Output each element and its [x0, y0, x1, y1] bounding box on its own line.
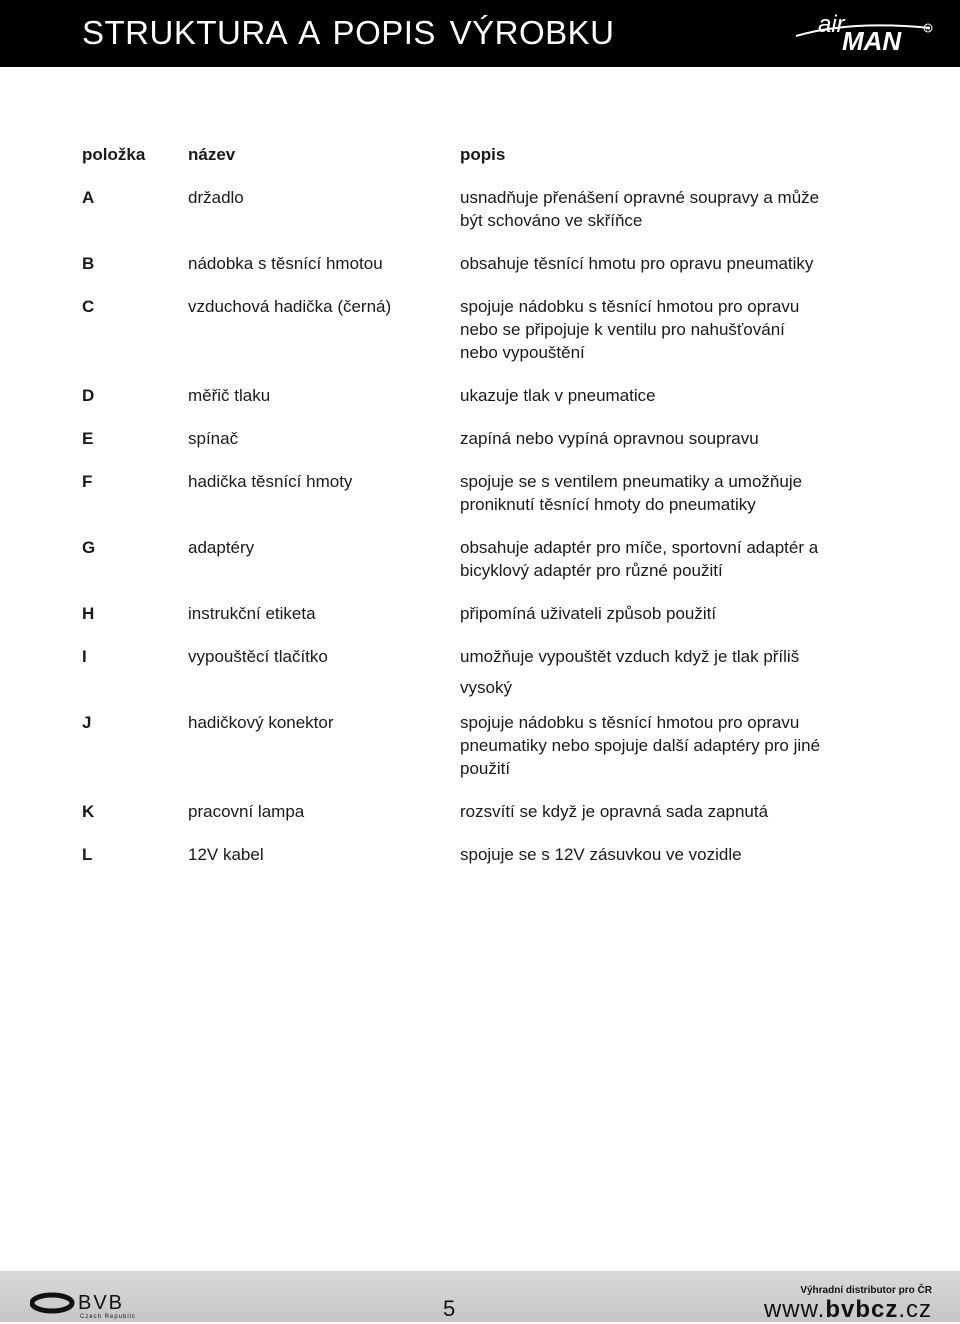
header-item: položka — [82, 145, 146, 164]
header-desc: popis — [460, 145, 506, 164]
description-line: proniknutí těsnící hmoty do pneumatiky — [460, 495, 756, 514]
row-item-letter: I — [82, 647, 87, 666]
row-item-letter: J — [82, 713, 92, 732]
svg-text:MAN: MAN — [842, 26, 902, 56]
description-line: spojuje nádobku s těsnící hmotou pro opravu — [460, 713, 800, 732]
airman-logo — [790, 6, 940, 58]
description-line: nebo vypouštění — [460, 343, 585, 362]
website-domain: bvbcz — [825, 1296, 899, 1323]
row-item-name: adaptéry — [188, 538, 255, 557]
description-line: rozsvítí se když je opravná sada zapnutá — [460, 802, 769, 821]
header-name: název — [188, 145, 236, 164]
row-item-name: vzduchová hadička (černá) — [188, 297, 392, 316]
row-item-description — [460, 800, 860, 823]
description-line: umožňuje vypouštět vzduch když je tlak příliš — [460, 647, 800, 666]
description-line: spojuje nádobku s těsnící hmotou pro opravu — [460, 297, 800, 316]
row-item-name: pracovní lampa — [188, 802, 305, 821]
description-line: nebo se připojuje k ventilu pro nahušťování — [460, 320, 785, 339]
row-item-letter: A — [82, 188, 95, 207]
page-number: 5 — [443, 1296, 456, 1321]
row-item-letter: H — [82, 604, 95, 623]
description-line: spojuje se s ventilem pneumatiky a umožňuje — [460, 472, 803, 491]
description-line: být schováno ve skříňce — [460, 211, 643, 230]
table-row — [82, 711, 882, 780]
table-row — [82, 427, 882, 450]
row-item-description — [460, 536, 860, 582]
table-row — [82, 295, 882, 364]
website-link[interactable] — [764, 1296, 932, 1324]
table-row — [82, 186, 882, 232]
description-continuation: vysoký — [460, 678, 512, 697]
description-line: ukazuje tlak v pneumatice — [460, 386, 656, 405]
row-item-letter: F — [82, 472, 93, 491]
row-item-name: instrukční etiketa — [188, 604, 316, 623]
bvb-logo-subtext: Czech Republic — [80, 1314, 137, 1320]
row-item-name: hadičkový konektor — [188, 713, 334, 732]
description-line: zapíná nebo vypíná opravnou soupravu — [460, 429, 759, 448]
page-title: STRUKTURA A POPIS VÝROBKU — [82, 14, 615, 51]
table-row — [82, 843, 882, 866]
table-row — [82, 252, 882, 275]
row-item-letter: E — [82, 429, 94, 448]
description-line: usnadňuje přenášení opravné soupravy a může — [460, 188, 820, 207]
page-header — [0, 0, 960, 67]
row-item-letter: G — [82, 538, 96, 557]
row-item-description — [460, 384, 860, 407]
description-line: obsahuje těsnící hmotu pro opravu pneumatiky — [460, 254, 814, 273]
description-line: obsahuje adaptér pro míče, sportovní adaptér a — [460, 538, 819, 557]
row-item-name: měřič tlaku — [188, 386, 271, 405]
description-line: pneumatiky nebo spojuje další adaptéry pro jiné — [460, 736, 821, 755]
description-line: spojuje se s 12V zásuvkou ve vozidle — [460, 845, 742, 864]
table-row — [82, 384, 882, 407]
svg-text:R: R — [926, 27, 931, 33]
description-line: bicyklový adaptér pro různé použití — [460, 561, 723, 580]
table-row — [82, 536, 882, 582]
row-item-description — [460, 843, 860, 866]
row-item-letter: C — [82, 297, 95, 316]
row-item-description — [460, 295, 860, 364]
row-item-name: nádobka s těsnící hmotou — [188, 254, 383, 273]
parts-table — [82, 143, 882, 886]
row-item-name: spínač — [188, 429, 239, 448]
row-item-name: vypouštěcí tlačítko — [188, 647, 328, 666]
bvb-logo-text: BVB — [78, 1292, 125, 1314]
table-row — [82, 800, 882, 823]
row-item-description — [460, 602, 860, 625]
table-row — [82, 602, 882, 625]
row-item-description — [460, 711, 860, 780]
website-suffix: .cz — [898, 1296, 932, 1323]
row-item-description — [460, 470, 860, 516]
table-row — [82, 645, 882, 699]
website-prefix: www. — [763, 1296, 826, 1323]
row-item-letter: B — [82, 254, 95, 273]
row-item-name: hadička těsnící hmoty — [188, 472, 353, 491]
row-item-description — [460, 427, 860, 450]
svg-text:air: air — [818, 11, 845, 38]
row-item-description — [460, 186, 860, 232]
row-item-description — [460, 645, 860, 699]
row-item-letter: K — [82, 802, 95, 821]
description-line: připomíná uživateli způsob použití — [460, 604, 717, 623]
bvb-logo — [30, 1287, 150, 1321]
description-line: použití — [460, 759, 511, 778]
row-item-letter: L — [82, 845, 93, 864]
page-footer — [0, 1271, 960, 1322]
distributor-note: Výhradní distributor pro ČR — [800, 1285, 932, 1296]
row-item-letter: D — [82, 386, 95, 405]
table-header-row — [82, 143, 882, 186]
row-item-name: držadlo — [188, 188, 244, 207]
row-item-name: 12V kabel — [188, 845, 264, 864]
row-item-description — [460, 252, 860, 275]
table-row — [82, 470, 882, 516]
